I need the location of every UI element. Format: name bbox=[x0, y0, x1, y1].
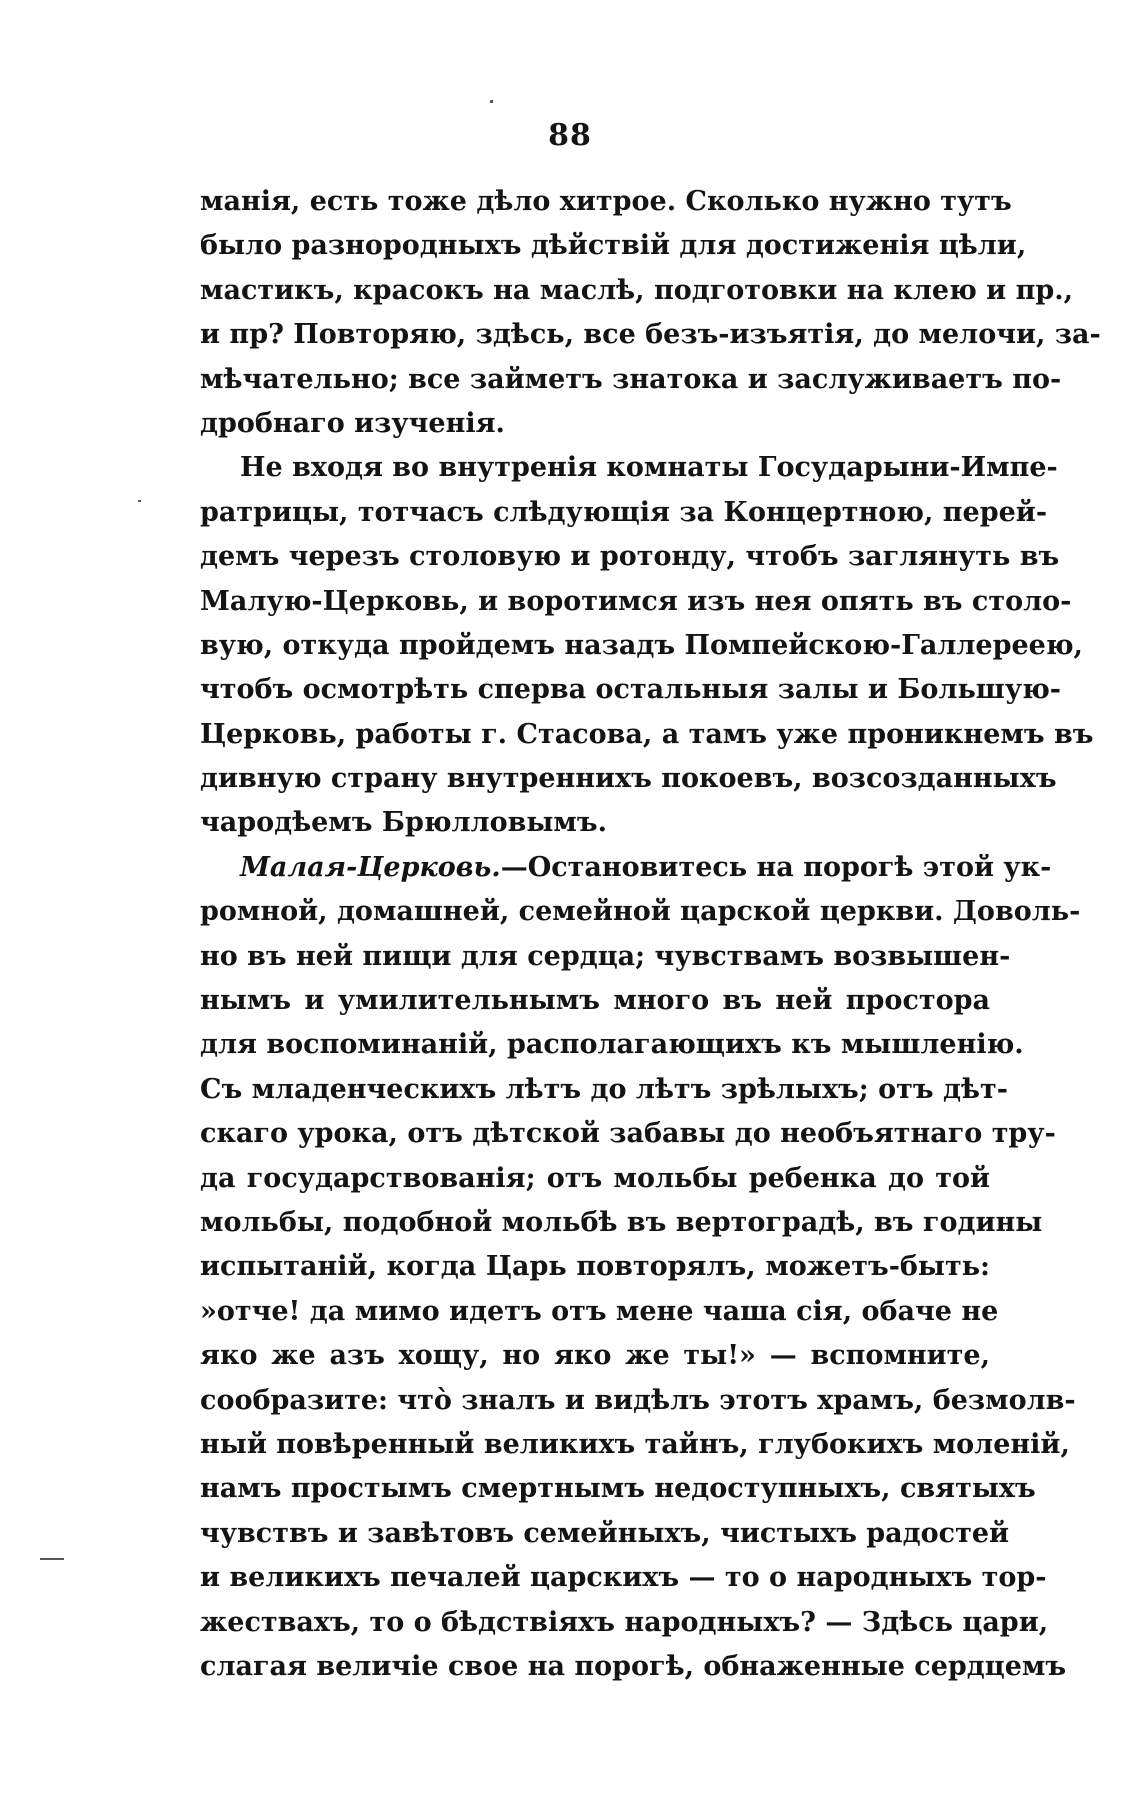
text-line: дивную страну внутреннихъ покоевъ, возсозданныхъ bbox=[200, 763, 1057, 795]
scan-speck bbox=[138, 500, 141, 502]
text-line: вую, откуда пройдемъ назадъ Помпейскою-Галлереею, bbox=[200, 629, 1083, 661]
scan-speck bbox=[490, 100, 493, 103]
text-line: яко же азъ хощу, но яко же ты!» — вспомните, bbox=[200, 1340, 990, 1372]
text-line: чародѣемъ Брюлловымъ. bbox=[200, 807, 607, 839]
text-line: мольбы, подобной мольбѣ въ вертоградѣ, въ годины bbox=[200, 1206, 1043, 1238]
section-heading: Малая-Церковь. bbox=[240, 851, 501, 883]
text-line bbox=[200, 846, 1052, 890]
text-line: и пр? Повторяю, здѣсь, все безъ-изъятія, до мелочи, за- bbox=[200, 319, 1101, 351]
text-line: сообразите: что̀ зналъ и видѣлъ этотъ храмъ, безмолв- bbox=[200, 1384, 1076, 1416]
text-line: намъ простымъ смертнымъ недоступныхъ, святыхъ bbox=[200, 1473, 1036, 1505]
text-line: манія, есть тоже дѣло хитрое. Сколько нужно тутъ bbox=[200, 186, 1012, 217]
text-line: ный повѣренный великихъ тайнъ, глубокихъ моленій, bbox=[200, 1428, 1070, 1460]
text-line: »отче! да мимо идетъ отъ мене чаша сія, обаче не bbox=[200, 1295, 999, 1327]
text-line: Съ младенческихъ лѣтъ до лѣтъ зрѣлыхъ; отъ дѣт- bbox=[200, 1073, 1008, 1105]
text-line: мѣчательно; все займетъ знатока и заслуживаетъ по- bbox=[200, 363, 1062, 395]
text-line: чтобъ осмотрѣть сперва остальныя залы и Большую- bbox=[200, 674, 1061, 706]
text-line: для воспоминаній, располагающихъ къ мышленію. bbox=[200, 1029, 1024, 1061]
text-line: было разнородныхъ дѣйствій для достиженія цѣли, bbox=[200, 230, 1027, 262]
text-line: скаго урока, отъ дѣтской забавы до необъятнаго тру- bbox=[200, 1118, 1056, 1150]
text-line: дробнаго изученія. bbox=[200, 407, 505, 439]
text-line: и великихъ печалей царскихъ — то о народныхъ тор- bbox=[200, 1562, 1047, 1594]
text-line: ратрицы, тотчасъ слѣдующія за Концертною, перей- bbox=[200, 496, 1048, 528]
page-number: 88 bbox=[548, 118, 592, 153]
text-line: но въ ней пищи для сердца; чувствамъ возвышен- bbox=[200, 940, 1011, 972]
text-line: испытаній, когда Царь повторялъ, можетъ-быть: bbox=[200, 1251, 990, 1283]
text-line-rest: —Остановитесь на порогѣ этой ук- bbox=[500, 851, 1052, 883]
text-line: ромной, домашней, семейной царской церкви. Доволь- bbox=[200, 896, 1081, 928]
paragraph-1 bbox=[200, 180, 1101, 446]
text-line: чувствъ и завѣтовъ семейныхъ, чистыхъ радостей bbox=[200, 1517, 1010, 1549]
text-line: жествахъ, то о бѣдствіяхъ народныхъ? — Здѣсь цари, bbox=[200, 1606, 1049, 1638]
text-line: мастикъ, красокъ на маслѣ, подготовки на клею и пр., bbox=[200, 274, 1074, 306]
text-line: слагая величіе свое на порогѣ, обнаженные сердцемъ bbox=[200, 1650, 1067, 1682]
page-body bbox=[200, 180, 1101, 1689]
text-line: демъ черезъ столовую и ротонду, чтобъ заглянуть въ bbox=[200, 541, 1060, 573]
text-line: Не входя во внутренія комнаты Государыни-Импе- bbox=[240, 452, 1058, 484]
text-line: Церковь, работы г. Стасова, а тамъ уже проникнемъ въ bbox=[200, 718, 1094, 750]
paragraph-2 bbox=[200, 446, 1094, 846]
text-line: нымъ и умилительнымъ много въ ней простора bbox=[200, 985, 990, 1017]
scan-speck bbox=[40, 1558, 64, 1560]
paragraph-3 bbox=[200, 846, 1081, 1689]
text-line: да государствованія; отъ мольбы ребенка до той bbox=[200, 1162, 990, 1194]
text-line: Малую-Церковь, и воротимся изъ нея опять въ столо- bbox=[200, 585, 1072, 617]
